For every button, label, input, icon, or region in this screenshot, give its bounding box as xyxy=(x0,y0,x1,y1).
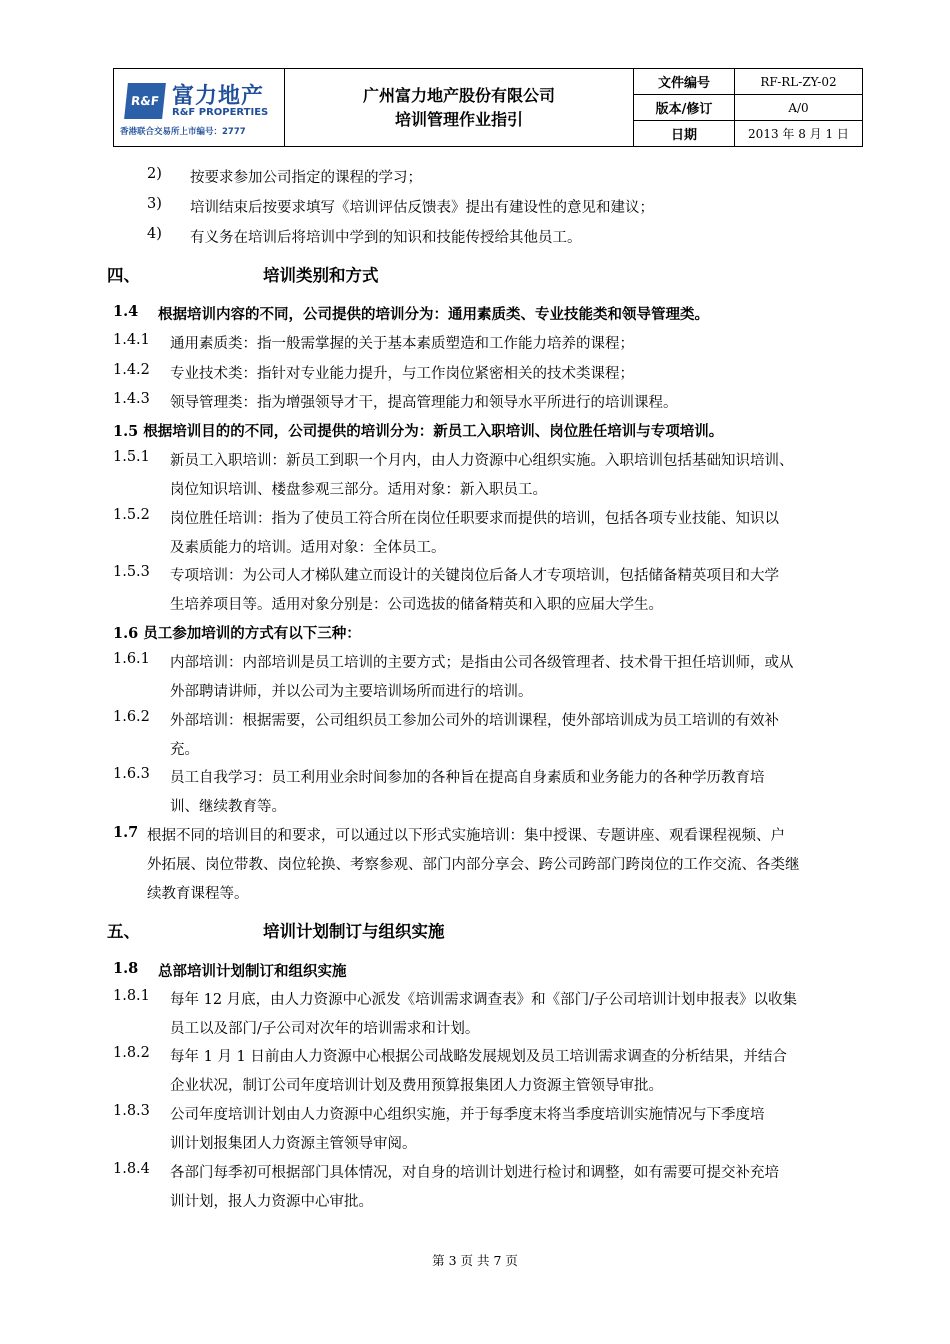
page-footer: 第 3 页 共 7 页 xyxy=(432,1253,518,1268)
paragraph-heading: 1.5 根据培训目的的不同，公司提供的培训分为：新员工入职培训、岗位胜任培训与专项培训。 xyxy=(113,423,724,440)
paragraph-heading: 1.6 员工参加培训的方式有以下三种： xyxy=(113,625,361,642)
item-number: 3) xyxy=(147,196,162,212)
paragraph-number: 1.8.2 xyxy=(113,1045,150,1061)
version-label: 版本/修订 xyxy=(634,95,735,121)
paragraph: 新员工入职培训：新员工到职一个月内，由人力资源中心组织实施。入职培训包括基础知识培训、 xyxy=(170,453,794,469)
paragraph: 外部培训：根据需要，公司组织员工参加公司外的培训课程，使外部培训成为员工培训的有效补 xyxy=(170,713,779,729)
paragraph-number: 1.8 xyxy=(113,960,139,977)
paragraph-number: 1.4.3 xyxy=(113,391,150,407)
paragraph-number: 1.8.1 xyxy=(113,988,150,1004)
paragraph: 岗位胜任培训：指为了使员工符合所在岗位任职要求而提供的培训，包括各项专业技能、知识以 xyxy=(170,511,779,527)
date-label: 日期 xyxy=(634,121,735,147)
company-name: 广州富力地产股份有限公司 xyxy=(362,85,555,105)
paragraph-number: 1.5.3 xyxy=(113,564,150,580)
paragraph-number: 1.6.3 xyxy=(113,766,150,782)
paragraph-number: 1.8.4 xyxy=(113,1161,150,1177)
paragraph: 领导管理类：指为增强领导才干，提高管理能力和领导水平所进行的培训课程。 xyxy=(170,395,678,411)
paragraph-heading: 总部培训计划制订和组织实施 xyxy=(158,963,347,980)
section-number: 五、 xyxy=(107,922,140,941)
paragraph-number: 1.8.3 xyxy=(113,1103,150,1119)
paragraph: 专业技术类：指针对专业能力提升，与工作岗位紧密相关的技术类课程； xyxy=(170,366,634,382)
paragraph-number: 1.6.2 xyxy=(113,709,150,725)
paragraph: 各部门每季初可根据部门具体情况，对自身的培训计划进行检讨和调整，如有需要可提交补充培 xyxy=(170,1165,779,1181)
paragraph: 续教育课程等。 xyxy=(147,886,249,902)
paragraph-number: 1.4 xyxy=(113,303,139,320)
paragraph: 员工自我学习：员工利用业余时间参加的各种旨在提高自身素质和业务能力的各种学历教育培 xyxy=(170,770,765,786)
paragraph: 每年 12 月底，由人力资源中心派发《培训需求调查表》和《部门/子公司培训计划申报表》以收集 xyxy=(170,992,798,1008)
paragraph-number: 1.5.1 xyxy=(113,449,150,465)
paragraph: 训、继续教育等。 xyxy=(170,799,286,815)
paragraph: 根据培训内容的不同，公司提供的培训分为：通用素质类、专业技能类和领导管理类。 xyxy=(158,306,709,323)
paragraph: 通用素质类：指一般需掌握的关于基本素质塑造和工作能力培养的课程； xyxy=(170,336,634,352)
document-title-cell xyxy=(285,69,634,147)
paragraph-number: 1.5.2 xyxy=(113,507,150,523)
paragraph: 员工以及部门/子公司对次年的培训需求和计划。 xyxy=(170,1021,480,1037)
paragraph: 训计划报集团人力资源主管领导审阅。 xyxy=(170,1136,417,1152)
paragraph: 外拓展、岗位带教、岗位轮换、考察参观、部门内部分享会、跨公司跨部门跨岗位的工作交流、各类继 xyxy=(147,857,800,873)
date-value: 2013 年 8 月 1 日 xyxy=(735,121,863,147)
paragraph-number: 1.4.2 xyxy=(113,362,150,378)
rf-logo-icon: R&F xyxy=(124,83,166,119)
section-number: 四、 xyxy=(107,266,140,285)
paragraph: 专项培训：为公司人才梯队建立而设计的关键岗位后备人才专项培训，包括储备精英项目和大学 xyxy=(170,568,779,584)
paragraph: 公司年度培训计划由人力资源中心组织实施，并于每季度末将当季度培训实施情况与下季度培 xyxy=(170,1107,765,1123)
paragraph: 及素质能力的培训。适用对象：全体员工。 xyxy=(170,540,446,556)
paragraph: 内部培训：内部培训是员工培训的主要方式；是指由公司各级管理者、技术骨干担任培训师，或从 xyxy=(170,655,794,671)
logo-english-name: R&F PROPERTIES xyxy=(172,107,269,118)
paragraph: 训计划，报人力资源中心审批。 xyxy=(170,1194,373,1210)
list-item: 按要求参加公司指定的课程的学习； xyxy=(190,170,422,186)
paragraph: 根据不同的培训目的和要求，可以通过以下形式实施培训：集中授课、专题讲座、观看课程视频、户 xyxy=(147,828,785,844)
section-title: 培训类别和方式 xyxy=(263,266,379,285)
paragraph: 每年 1 月 1 日前由人力资源中心根据公司战略发展规划及员工培训需求调查的分析结果，并结合 xyxy=(170,1049,787,1065)
paragraph-number: 1.4.1 xyxy=(113,332,150,348)
document-header-table xyxy=(113,68,863,147)
list-item: 培训结束后按要求填写《培训评估反馈表》提出有建设性的意见和建议； xyxy=(190,200,654,216)
document-title: 培训管理作业指引 xyxy=(394,109,523,129)
version-value: A/0 xyxy=(735,95,863,121)
paragraph: 企业状况，制订公司年度培训计划及费用预算报集团人力资源主管领导审批。 xyxy=(170,1078,663,1094)
logo-chinese-name: 富力地产 xyxy=(172,83,265,109)
logo-listing-code: 香港联合交易所上市编号：2777 xyxy=(120,127,246,137)
doc-number-value: RF-RL-ZY-02 xyxy=(735,69,863,95)
item-number: 2) xyxy=(147,166,162,182)
item-number: 4) xyxy=(147,226,162,242)
paragraph: 外部聘请讲师，并以公司为主要培训场所而进行的培训。 xyxy=(170,684,533,700)
paragraph-number: 1.7 xyxy=(113,824,139,841)
paragraph-number: 1.6.1 xyxy=(113,651,150,667)
company-logo xyxy=(114,69,285,147)
doc-number-label: 文件编号 xyxy=(634,69,735,95)
paragraph: 岗位知识培训、楼盘参观三部分。适用对象：新入职员工。 xyxy=(170,482,547,498)
section-title: 培训计划制订与组织实施 xyxy=(263,922,445,941)
list-item: 有义务在培训后将培训中学到的知识和技能传授给其他员工。 xyxy=(190,230,582,246)
paragraph: 充。 xyxy=(170,742,199,758)
paragraph: 生培养项目等。适用对象分别是：公司选拔的储备精英和入职的应届大学生。 xyxy=(170,597,663,613)
